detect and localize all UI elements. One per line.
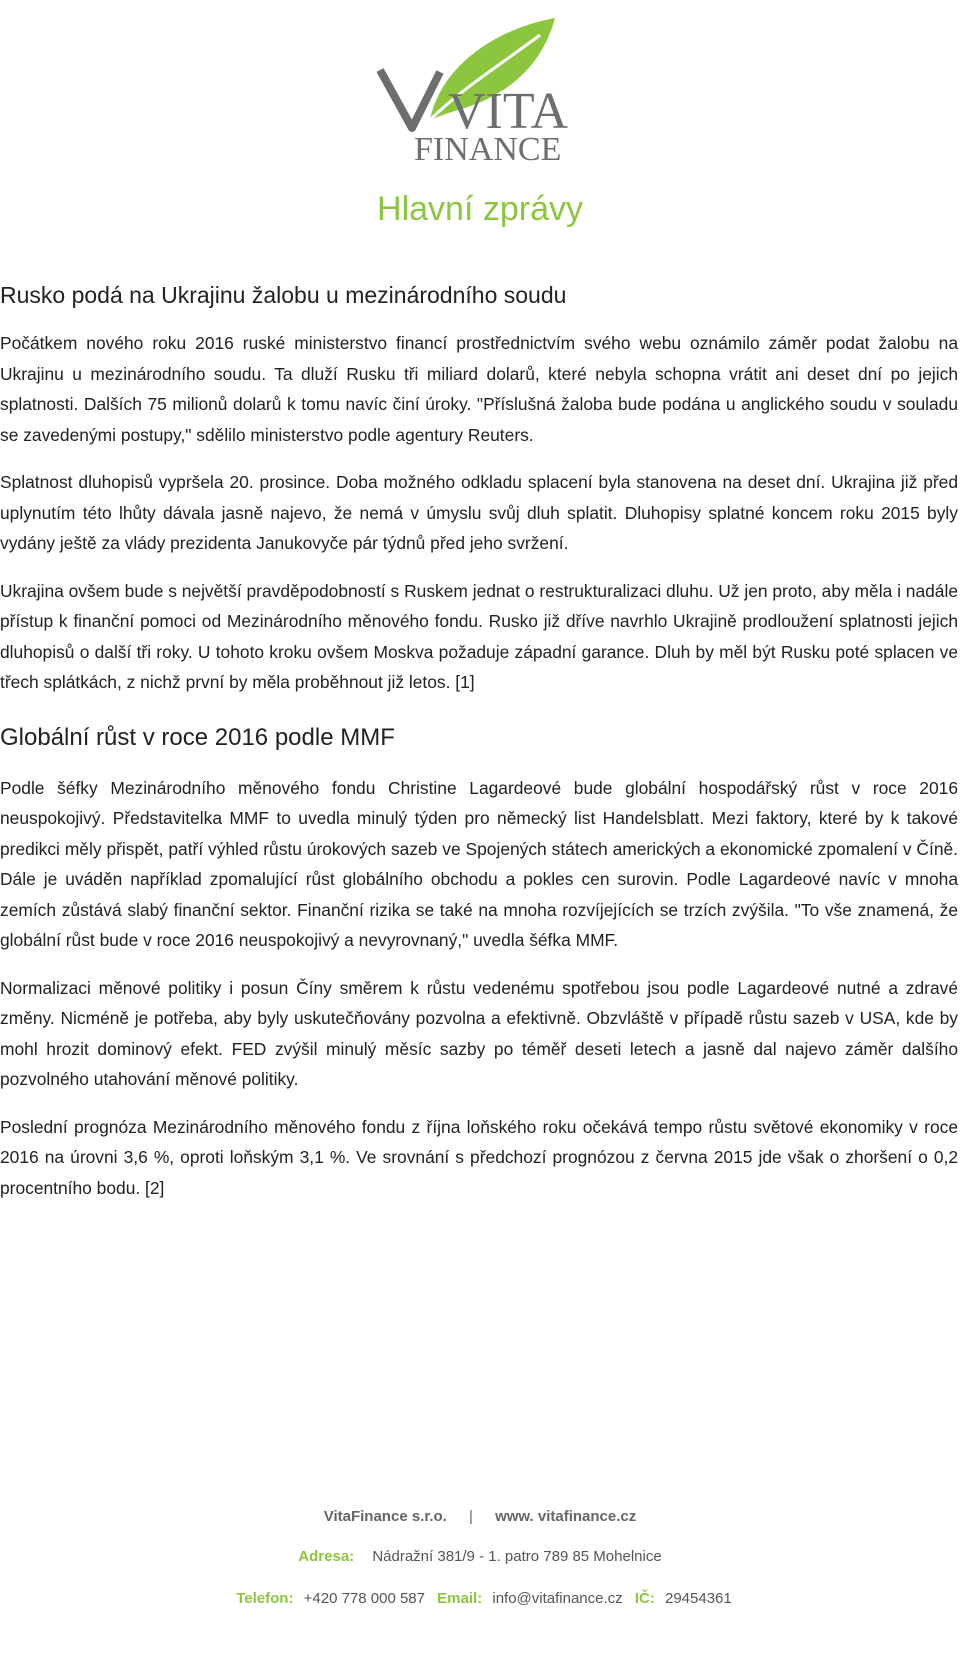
article2-paragraph-1: Podle šéfky Mezinárodního měnového fondu Christine Lagardeové bude globální hospodářský růst v roce 2016 neuspokojivý. Představitelka MMF to uvedla minulý týden pro německý list Handelsblatt. Mezi faktory, které by k takové predikci měly přispět, patří výhled růstu úrokových sazeb ve Spojených státech amerických a ekonomické zpomalení v Číně. Dále je uváděn například zpomalující růst globálního obchodu a pokles cen surovin. Podle Lagardeové navíc v mnoha zemích zůstává slabý finanční sektor. Finanční rizika se také na mnoha rozvíjejících se trzích zvýšila. "To vše znamená, že globální růst bude v roce 2016 neuspokojivý a nevyrovnaný," uvedla šéfka MMF. bbox=[0, 777, 958, 950]
footer-phone: +420 778 000 587 bbox=[303, 1590, 425, 1607]
footer-company: VitaFinance s.r.o. bbox=[323, 1508, 447, 1525]
article1-paragraph-1: Počátkem nového roku 2016 ruské ministerstvo financí prostřednictvím svého webu oznámilo záměr podat žalobu na Ukrajinu u mezinárodního soudu. Ta dluží Rusku tři miliard dolarů, které nebyla schopna vrátit ani deset dní po jejich splatnosti. Dalších 75 milionů dolarů k tomu navíc činí úroky. "Příslušná žaloba bude podána u anglického soudu v souladu se zavedenými postupy," sdělilo ministerstvo podle agentury Reuters. bbox=[0, 333, 958, 445]
footer-email-link[interactable]: info@vitafinance.cz bbox=[492, 1590, 623, 1607]
footer-website-link[interactable]: www. vitafinance.cz bbox=[495, 1508, 637, 1525]
footer-address: Nádražní 381/9 - 1. patro 789 85 Mohelnice bbox=[372, 1548, 662, 1565]
article2-heading: Globální růst v roce 2016 podle MMF bbox=[0, 723, 395, 751]
footer-separator: | bbox=[469, 1508, 473, 1525]
page-title: Hlavní zprávy bbox=[377, 190, 583, 228]
footer-email-label: Email: bbox=[437, 1590, 483, 1607]
article2-paragraph-3: Poslední prognóza Mezinárodního měnového fondu z října loňského roku očekává tempo růstu světové ekonomiky v roce 2016 na úrovni 3,6 %, oproti loňským 3,1 %. Ve srovnání s předchozí prognózou z června 2015 jde však o zhoršení o 0,2 procentního bodu. [2] bbox=[0, 1116, 958, 1198]
logo-top-text: VITA bbox=[448, 83, 569, 140]
footer-ic: 29454361 bbox=[665, 1590, 732, 1607]
footer-address-label: Adresa: bbox=[298, 1548, 355, 1565]
article2-paragraph-2: Normalizaci měnové politiky i posun Číny směrem k růstu vedenému spotřebou jsou podle Lagardeové nutné a zdravé změny. Nicméně je potřeba, aby byly uskutečňovány pozvolna a efektivně. Obzvláště v případě růstu sazeb v USA, kde by mohl hrozit dominový efekt. FED zvýšil minulý měsíc sazby po téměř deseti letech a jasně dal najevo záměr dalšího pozvolného utahování měnové politiky. bbox=[0, 977, 958, 1089]
logo-bottom-text: FINANCE bbox=[414, 131, 562, 168]
footer-address-line bbox=[0, 1548, 960, 1565]
article1-heading: Rusko podá na Ukrajinu žalobu u mezinárodního soudu bbox=[0, 282, 567, 308]
footer-ic-label: IČ: bbox=[634, 1590, 655, 1607]
footer-contact-line bbox=[0, 1590, 960, 1607]
article-content bbox=[0, 282, 958, 1220]
article1-paragraph-3: Ukrajina ovšem bude s největší pravděpodobností s Ruskem jednat o restrukturalizaci dluhu. Už jen proto, aby měla i nadále přístup k finanční pomoci od Mezinárodního měnového fondu. Rusko již dříve navrhlo Ukrajině prodloužení splatnosti jejich dluhopisů o další tři roky. U tohoto kroku ovšem Moskva požaduje západní garance. Dluh by měl být Rusku poté splacen ve třech splátkách, z nichž první by měla proběhnout již letos. [1] bbox=[0, 580, 958, 692]
company-logo bbox=[370, 10, 570, 170]
article1-paragraph-2: Splatnost dluhopisů vypršela 20. prosince. Doba možného odkladu splacení byla stanovena na deset dní. Ukrajina již před uplynutím této lhůty dávala jasně najevo, že nemá v úmyslu svůj dluh splatit. Dluhopisy splatné koncem roku 2015 byly vydány ještě za vlády prezidenta Janukovyče pár týdnů před jeho svržení. bbox=[0, 472, 958, 553]
footer-company-line bbox=[0, 1508, 960, 1525]
footer-phone-label: Telefon: bbox=[236, 1590, 294, 1607]
